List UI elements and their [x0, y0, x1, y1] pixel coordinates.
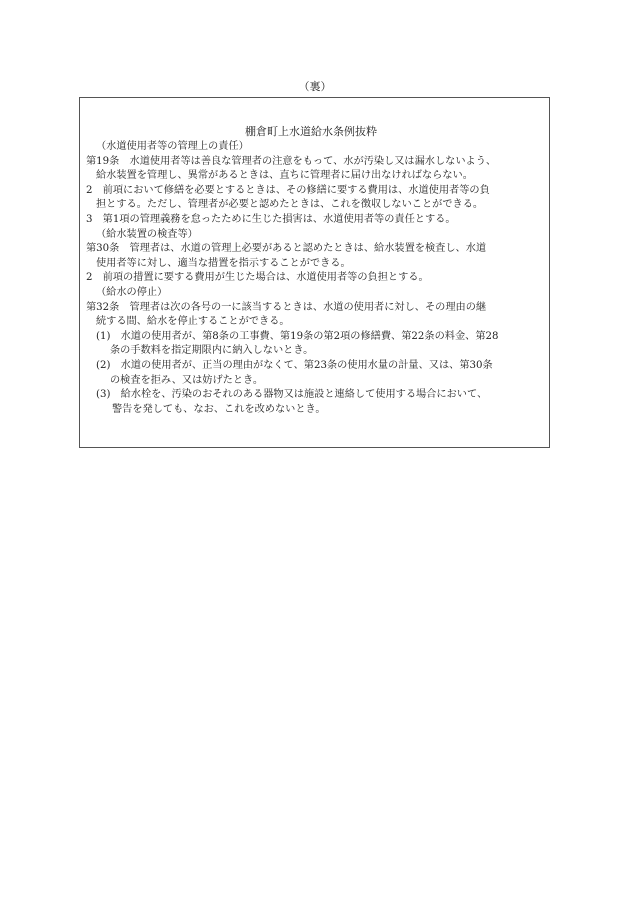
ordinance-text — [86, 140, 546, 417]
article-32-item-1-line: 条の手数料を指定期限内に納入しないとき。 — [110, 345, 314, 357]
article-19-paragraph-3-line: 3 第1項の管理義務を怠ったために生じた損害は、水道使用者等の責任とする。 — [86, 213, 456, 225]
article-32-item-2-line: (2) 水道の使用者が、正当の理由がなくて、第23条の使用水量の計量、又は、第30条 — [96, 359, 493, 371]
article-32-line: 第32条 管理者は次の各号の一に該当するときは、水道の使用者に対し、その理由の継 — [86, 301, 487, 313]
page-side-label: （裏） — [298, 80, 332, 93]
article-30-paragraph-2-line: 2 前項の措置に要する費用が生じた場合は、水道使用者等の負担とする。 — [86, 272, 429, 284]
article-19-paragraph-2-line: 担とする。ただし、管理者が必要と認めたときは、これを徴収しないことができる。 — [96, 199, 484, 211]
section-heading-management-responsibility: （水道使用者等の管理上の責任） — [96, 141, 249, 152]
article-32-item-1-line: (1) 水道の使用者が、第8条の工事費、第19条の第2項の修繕費、第22条の料金、第28 — [96, 330, 499, 342]
article-19-paragraph-2-line: 2 前項において修繕を必要とするときは、その修繕に要する費用は、水道使用者等の負 — [86, 184, 490, 196]
article-19-line: 第19条 水道使用者等は善良な管理者の注意をもって、水が汚染し又は漏水しないよう、 — [86, 155, 497, 167]
section-heading-inspection: （給水装置の検査等） — [96, 228, 198, 240]
article-32-item-2-line: の検査を拒み、又は妨げたとき。 — [110, 374, 264, 386]
article-32-item-3-line: 警告を発しても、なお、これを改めないとき。 — [112, 403, 326, 415]
document-title: 棚倉町上水道給水条例抜粋 — [245, 125, 377, 138]
article-19-line: 給水装置を管理し、異常があるときは、直ちに管理者に届け出なければならない。 — [96, 170, 473, 182]
article-30-line: 使用者等に対し、適当な措置を指示することができる。 — [96, 257, 351, 269]
article-30-line: 第30条 管理者は、水道の管理上必要があると認めたときは、給水装置を検査し、水道 — [86, 243, 487, 255]
article-32-item-3-line: (3) 給水栓を、汚染のおそれのある器物又は施設と連絡して使用する場合において、 — [96, 389, 488, 401]
section-heading-suspension: （給水の停止） — [96, 286, 168, 298]
article-32-line: 続する間、給水を停止することができる。 — [96, 316, 290, 328]
